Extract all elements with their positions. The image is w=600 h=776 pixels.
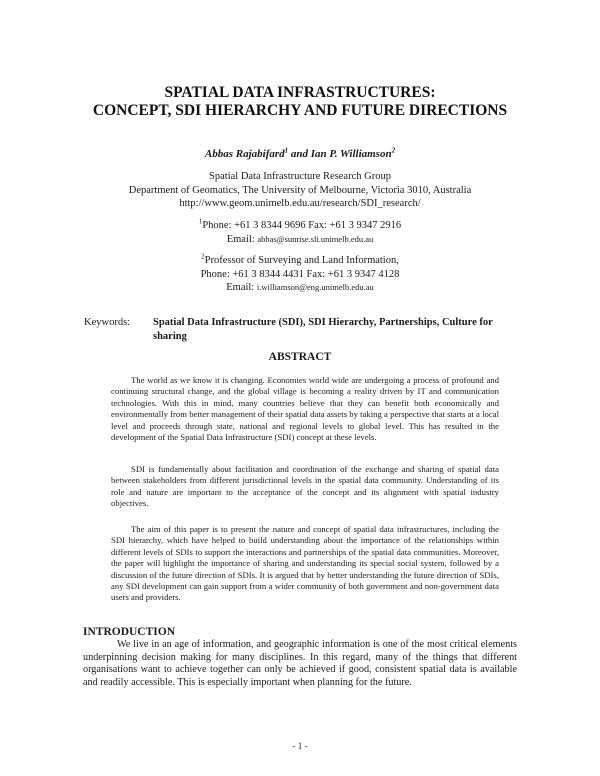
abstract-paragraph-2: SDI is fundamentally about facilitation and coordination of the exchange and sharing of spatial data between stakeholders from different jurisdictional levels in the spatial data community. Understanding of its role and nature are important to the acceptance of the concept and its alignment with spatial industry objectives. [111, 464, 499, 509]
paper-title-line-2: CONCEPT, SDI HIERARCHY AND FUTURE DIRECTIONS [92, 102, 508, 119]
email-address: abbas@sunrise.sli.unimelb.edu.au [257, 233, 374, 244]
contact-footnote-mark: 2 [201, 252, 205, 261]
contact-footnote-mark: 1 [198, 217, 203, 226]
author-name: Abbas Rajabifard [204, 148, 285, 160]
contact-position: Professor of Surveying and Land Information, [204, 255, 399, 266]
department: Department of Geomatics, The University of Melbourne, Victoria 3010, Australia [128, 184, 472, 196]
contact-phone-fax: Phone: +61 3 8344 9696 Fax: +61 3 9347 2916 [202, 220, 402, 231]
email-label: Email: [226, 233, 258, 245]
affiliation-block [0, 170, 600, 211]
group-url: http://www.geom.unimelb.edu.au/research/SDI_research/ [179, 198, 421, 210]
author-list [0, 148, 600, 161]
author-footnote-mark: 2 [391, 146, 396, 155]
page-number: - 1 - [292, 741, 308, 751]
author-footnote-mark: 1 [284, 146, 289, 155]
paper-title-line-1: SPATIAL DATA INFRASTRUCTURES: [164, 84, 436, 101]
contact-block-2 [0, 254, 600, 295]
abstract-paragraph-1: The world as we know it is changing. Economies world wide are undergoing a process of profound and continuing structural change, and the global village is becoming a reality driven by IT and communication technologies. With this in mind, many countries believe that they can benefit both economically and environmentally from better management of their spatial data assets by taking a perspective that starts at a local level and proceeds through state, national and regional levels to global level. This has resulted in the development of the Spatial Data Infrastructure (SDI) concept at these levels. [111, 375, 499, 443]
abstract-heading: ABSTRACT [268, 351, 332, 363]
contact-phone-fax: Phone: +61 3 8344 4431 Fax: +61 3 9347 4128 [200, 268, 400, 280]
keywords-value: Spatial Data Infrastructure (SDI), SDI Hierarchy, Partnerships, Culture for sharing [153, 317, 493, 342]
keywords-label: Keywords: [84, 317, 131, 328]
email-address: i.williamson@eng.unimelb.edu.au [256, 282, 374, 293]
email-label: Email: [226, 282, 257, 294]
research-group: Spatial Data Infrastructure Research Group [209, 171, 391, 182]
author-joiner: and [288, 148, 311, 160]
contact-block-1 [0, 219, 600, 246]
author-name: Ian P. Williamson [310, 148, 392, 160]
abstract-paragraph-3: The aim of this paper is to present the nature and concept of spatial data infrastructures, including the SDI hierarchy, which have helped to build understanding about the importance of the relationships within different levels of SDIs to support the interactions and partnerships of the spatial data communities. Moreover, the paper will highlight the importance of sharing and understanding its special social system, followed by a discussion of the future direction of SDIs. It is argued that by better understanding the future direction of SDIs, any SDI development can gain support from a wider community of both government and non-government data users and providers. [111, 524, 499, 603]
introduction-heading: INTRODUCTION [83, 626, 176, 638]
introduction-paragraph: We live in an age of information, and geographic information is one of the most critical elements underpinning decision making for many disciplines. In this regard, many of the things that different organisations want to achieve together can only be achieved if good, consistent spatial data is available and readily accessible. This is especially important when planning for the future. [83, 639, 517, 688]
